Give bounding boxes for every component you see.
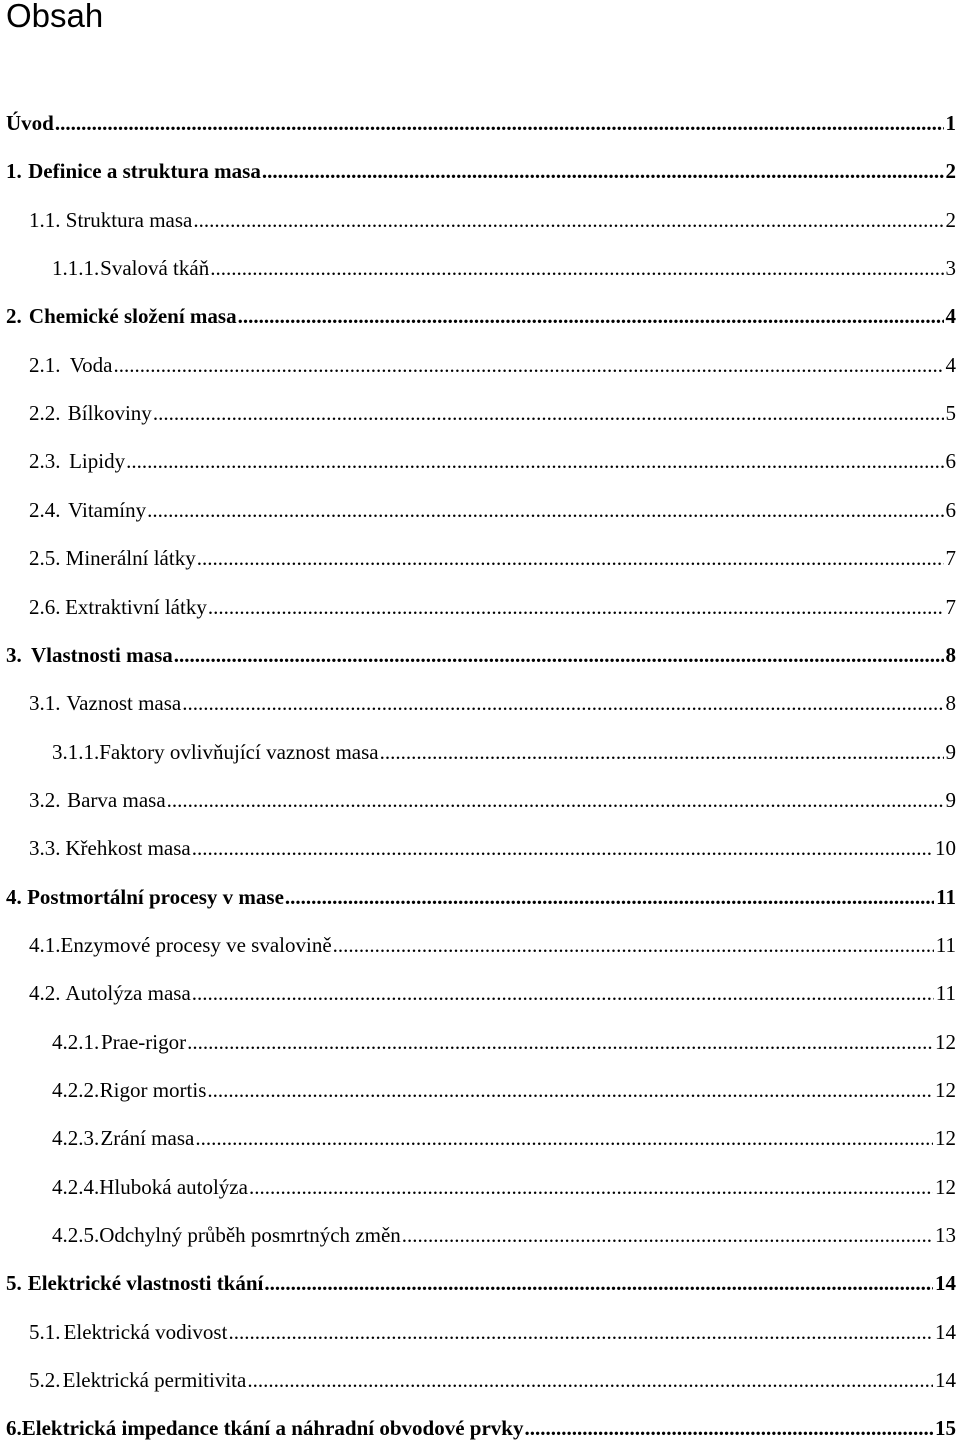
toc-entry-label: Rigor mortis xyxy=(99,1078,207,1102)
dot-leader xyxy=(55,108,944,138)
toc-entry-label: Vitamíny xyxy=(68,498,147,522)
toc-entry-page-number: 13 xyxy=(935,1223,956,1247)
toc-entry-label: Elektrické vlastnosti tkání xyxy=(27,1271,264,1295)
toc-entry-label: Extraktivní látky xyxy=(65,595,207,619)
toc-entry-label: Faktory ovlivňující vaznost masa xyxy=(99,740,379,764)
dot-leader xyxy=(402,1220,933,1250)
toc-entry-label: Vaznost masa xyxy=(66,691,182,715)
toc-entry-number: 3.1.1. xyxy=(52,740,100,764)
toc-entry-number: 4.2.1. xyxy=(52,1030,100,1054)
dot-leader xyxy=(147,495,943,525)
dot-leader xyxy=(380,737,944,767)
toc-entry[interactable] xyxy=(6,640,956,670)
toc-entry-page-number: 8 xyxy=(945,691,956,715)
toc-entry-number: 1. xyxy=(6,159,22,183)
toc-entry-page-number: 11 xyxy=(936,885,956,909)
toc-entry-number: 3. xyxy=(6,643,22,667)
toc-entry-page-number: 12 xyxy=(935,1175,956,1199)
toc-entry[interactable] xyxy=(6,1413,956,1443)
toc-entry[interactable] xyxy=(52,1172,956,1202)
toc-entry-label: Chemické složení masa xyxy=(28,304,237,328)
toc-entry-number: 4.2.4. xyxy=(52,1175,100,1199)
toc-entry[interactable] xyxy=(52,737,956,767)
toc-entry-label: Elektrická impedance tkání a náhradní obvodové prvky xyxy=(21,1416,524,1440)
toc-entry-number: 4. xyxy=(6,885,22,909)
toc-entry-page-number: 1 xyxy=(945,111,956,135)
toc-entry-label: Elektrická vodivost xyxy=(63,1320,228,1344)
dot-leader xyxy=(153,398,944,428)
toc-entry-number: 4.1. xyxy=(29,933,61,957)
toc-entry-number: 4.2. xyxy=(29,981,61,1005)
dot-leader xyxy=(174,640,944,670)
toc-entry[interactable] xyxy=(6,882,956,912)
dot-leader xyxy=(228,1317,933,1347)
toc-entry[interactable] xyxy=(29,495,956,525)
toc-entry-number: 3.1. xyxy=(29,691,61,715)
toc-entry-page-number: 8 xyxy=(945,643,956,667)
toc-entry-number: 2.1. xyxy=(29,353,61,377)
toc-entry-label: Lipidy xyxy=(69,449,126,473)
toc-entry-label: Bílkoviny xyxy=(67,401,152,425)
toc-entry-page-number: 14 xyxy=(935,1271,956,1295)
toc-entry[interactable] xyxy=(29,592,956,622)
toc-entry-number: 5. xyxy=(6,1271,22,1295)
toc-entry[interactable] xyxy=(29,833,956,863)
toc-entry-number: 2.6. xyxy=(29,595,61,619)
toc-entry-page-number: 5 xyxy=(945,401,956,425)
dot-leader xyxy=(247,1365,933,1395)
toc-entry-number: 4.2.3. xyxy=(52,1126,100,1150)
toc-entry[interactable] xyxy=(29,543,956,573)
dot-leader xyxy=(210,253,943,283)
toc-entry[interactable] xyxy=(29,446,956,476)
toc-entry-page-number: 11 xyxy=(935,981,956,1005)
dot-leader xyxy=(126,446,943,476)
toc-entry-label: Hluboká autolýza xyxy=(99,1175,248,1199)
toc-entry-label: Enzymové procesy ve svalovině xyxy=(60,933,332,957)
toc-entry[interactable] xyxy=(52,1220,956,1250)
toc-entry-label: Vlastnosti masa xyxy=(30,643,173,667)
toc-entry-label: Zrání masa xyxy=(100,1126,195,1150)
toc-entry-page-number: 9 xyxy=(945,740,956,764)
toc-entry-page-number: 14 xyxy=(935,1368,956,1392)
toc-entry-number: 2. xyxy=(6,304,22,328)
toc-entry-number: 5.2. xyxy=(29,1368,61,1392)
dot-leader xyxy=(524,1413,933,1443)
toc-entry-page-number: 4 xyxy=(945,353,956,377)
toc-entry[interactable] xyxy=(29,350,956,380)
toc-entry-label: Minerální látky xyxy=(65,546,196,570)
toc-entry-page-number: 7 xyxy=(945,546,956,570)
toc-entry-page-number: 2 xyxy=(945,208,956,232)
toc-entry-number: 4.2.2. xyxy=(52,1078,100,1102)
toc-entry-page-number: 12 xyxy=(935,1078,956,1102)
toc-entry-number: 6. xyxy=(6,1416,22,1440)
toc-entry[interactable] xyxy=(29,398,956,428)
toc-entry-page-number: 12 xyxy=(935,1030,956,1054)
toc-entry-label: Postmortální procesy v mase xyxy=(27,885,284,909)
dot-leader xyxy=(182,688,943,718)
toc-entry-number: 3.2. xyxy=(29,788,61,812)
dot-leader xyxy=(207,1075,933,1105)
dot-leader xyxy=(262,156,944,186)
toc-entry-label: Autolýza masa xyxy=(65,981,191,1005)
toc-entry[interactable] xyxy=(29,1365,956,1395)
toc-entry-number: 1.1.1. xyxy=(52,256,100,280)
dot-leader xyxy=(333,930,934,960)
toc-entry[interactable] xyxy=(52,1123,956,1153)
toc-entry-label: Struktura masa xyxy=(65,208,193,232)
toc-entry-label: Křehkost masa xyxy=(65,836,191,860)
toc-entry[interactable] xyxy=(52,1027,956,1057)
dot-leader xyxy=(195,1123,933,1153)
toc-entry-number: 2.2. xyxy=(29,401,61,425)
toc-entry-page-number: 9 xyxy=(945,788,956,812)
toc-entry[interactable] xyxy=(29,1317,956,1347)
toc-entry-number: 2.3. xyxy=(29,449,61,473)
toc-entry-page-number: 12 xyxy=(935,1126,956,1150)
toc-entry[interactable] xyxy=(29,978,956,1008)
toc-entry-label: Úvod xyxy=(6,111,54,135)
toc-entry-label: Voda xyxy=(69,353,113,377)
toc-entry[interactable] xyxy=(29,930,956,960)
toc-entry-number: 5.1. xyxy=(29,1320,61,1344)
toc-entry[interactable] xyxy=(6,1268,956,1298)
dot-leader xyxy=(249,1172,933,1202)
dot-leader xyxy=(114,350,944,380)
toc-entry[interactable] xyxy=(6,156,956,186)
toc-entry-number: 2.5. xyxy=(29,546,61,570)
toc-entry-page-number: 10 xyxy=(935,836,956,860)
page-title: Obsah xyxy=(6,0,104,34)
toc-entry[interactable] xyxy=(52,1075,956,1105)
toc-entry-page-number: 3 xyxy=(945,256,956,280)
toc-entry-page-number: 11 xyxy=(935,933,956,957)
toc-entry[interactable] xyxy=(29,785,956,815)
dot-leader xyxy=(167,785,944,815)
toc-entry[interactable] xyxy=(6,301,956,331)
toc-entry-number: 1.1. xyxy=(29,208,61,232)
dot-leader xyxy=(193,205,943,235)
toc-entry-label: Prae-rigor xyxy=(100,1030,187,1054)
dot-leader xyxy=(238,301,944,331)
dot-leader xyxy=(187,1027,933,1057)
toc-entry-number: 2.4. xyxy=(29,498,61,522)
toc-entry[interactable] xyxy=(29,205,956,235)
toc-entry[interactable] xyxy=(6,108,956,138)
dot-leader xyxy=(264,1268,933,1298)
dot-leader xyxy=(192,833,933,863)
toc-entry-label: Definice a struktura masa xyxy=(28,159,261,183)
toc-entry-page-number: 6 xyxy=(945,498,956,522)
dot-leader xyxy=(208,592,944,622)
toc-entry-label: Svalová tkáň xyxy=(100,256,210,280)
toc-entry-page-number: 4 xyxy=(945,304,956,328)
dot-leader xyxy=(192,978,934,1008)
toc-entry[interactable] xyxy=(29,688,956,718)
dot-leader xyxy=(285,882,934,912)
toc-entry-page-number: 2 xyxy=(945,159,956,183)
toc-entry[interactable] xyxy=(52,253,956,283)
toc-entry-number: 3.3. xyxy=(29,836,61,860)
toc-entry-number: 4.2.5. xyxy=(52,1223,100,1247)
toc-entry-page-number: 6 xyxy=(945,449,956,473)
toc-entry-page-number: 7 xyxy=(945,595,956,619)
toc-entry-label: Elektrická permitivita xyxy=(62,1368,247,1392)
dot-leader xyxy=(197,543,944,573)
toc-entry-page-number: 15 xyxy=(935,1416,956,1440)
toc-entry-page-number: 14 xyxy=(935,1320,956,1344)
toc-entry-label: Barva masa xyxy=(67,788,166,812)
toc-entry-label: Odchylný průběh posmrtných změn xyxy=(99,1223,401,1247)
